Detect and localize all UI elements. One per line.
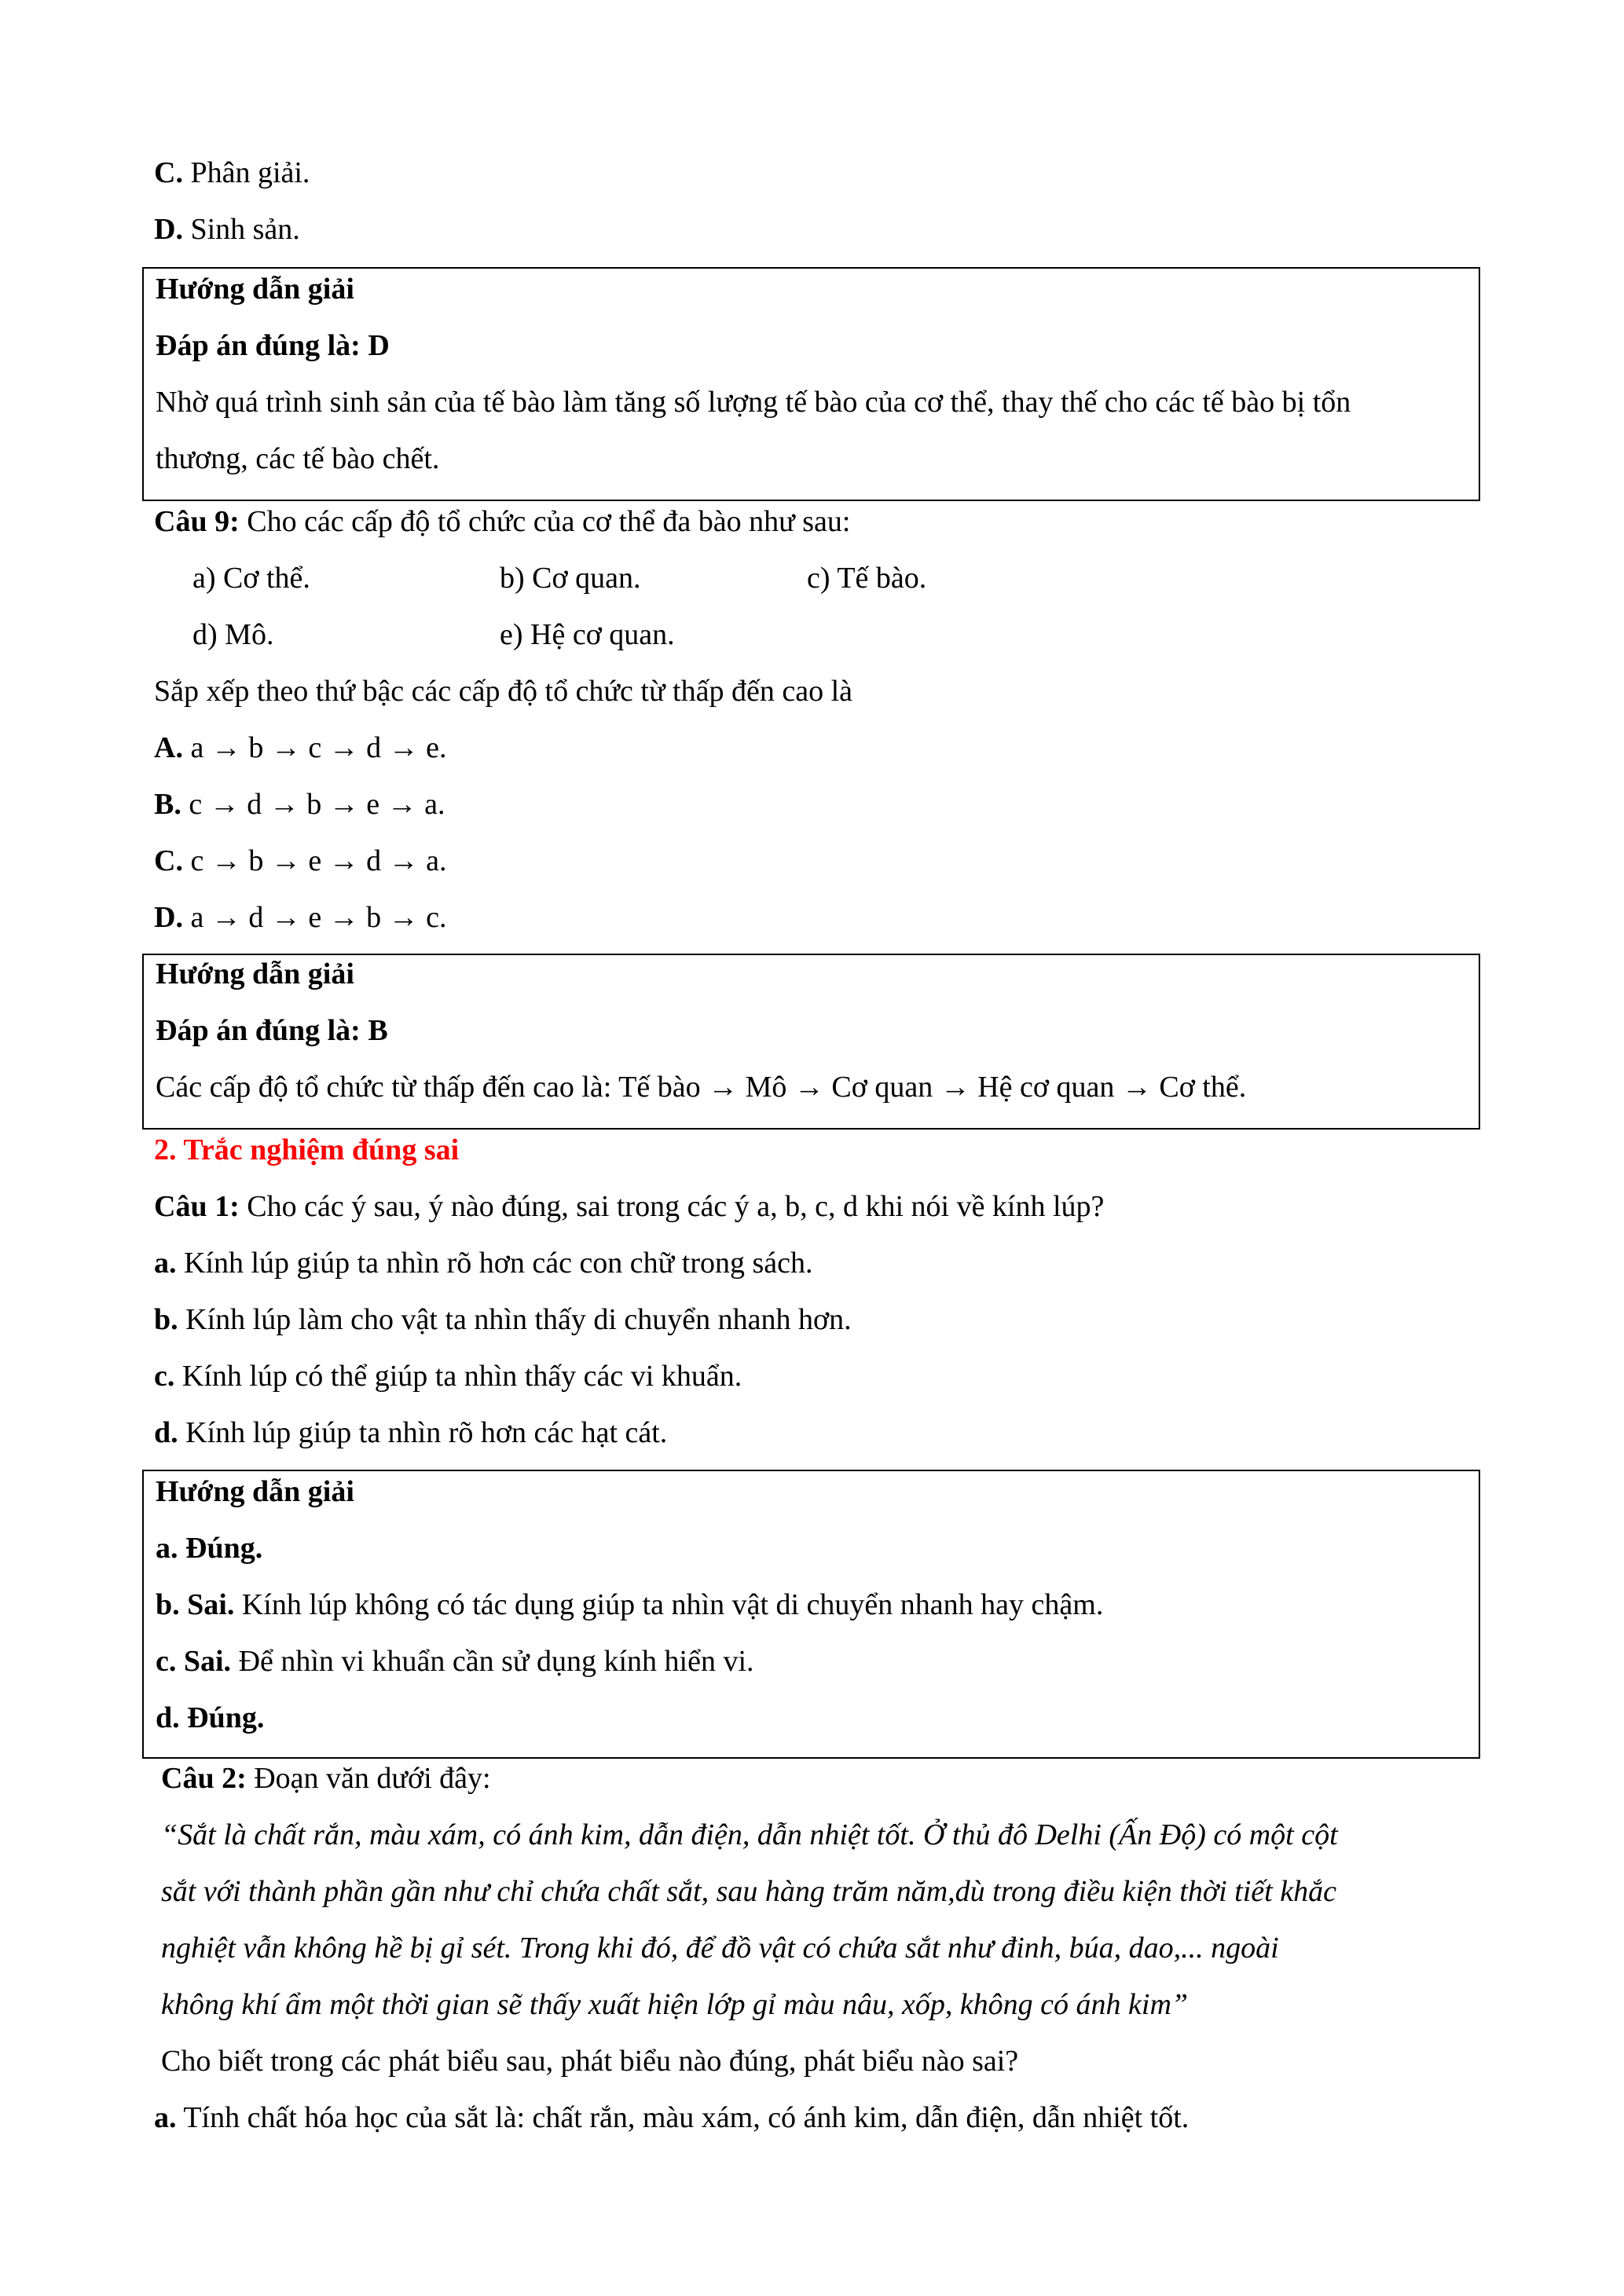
- solution-box-tf1: [142, 1470, 1480, 1759]
- option-text: c → b → e → d → a.: [182, 844, 447, 877]
- solution-answer: Đáp án đúng là: D: [156, 329, 390, 362]
- solution-box-q9: [142, 954, 1480, 1130]
- option-text: c → d → b → e → a.: [181, 788, 445, 821]
- tf-question-2-prompt: Cho biết trong các phát biểu sau, phát biểu nào đúng, phát biểu nào sai?: [161, 2045, 1019, 2078]
- solution-box-q8: [142, 267, 1480, 501]
- statement-text: Kính lúp giúp ta nhìn rõ hơn các con chữ trong sách.: [176, 1247, 813, 1280]
- option-c: [154, 844, 447, 878]
- level-item: a) Cơ thể.: [192, 562, 310, 595]
- statement-b: [154, 1302, 852, 1337]
- level-item: d) Mô.: [192, 618, 274, 651]
- solution-explanation: Nhờ quá trình sinh sản của tế bào làm tăng số lượng tế bào của cơ thể, thay thế cho các tế bào bị tổn: [156, 386, 1351, 419]
- passage-line: không khí ẩm một thời gian sẽ thấy xuất hiện lớp gỉ màu nâu, xốp, không có ánh kim”: [161, 1988, 1189, 2021]
- solution-title: Hướng dẫn giải: [156, 958, 354, 991]
- statement-letter: a.: [154, 1247, 177, 1280]
- verdict: c. Sai.: [156, 1645, 232, 1678]
- statement-text: Kính lúp làm cho vật ta nhìn thấy di chuyển nhanh hơn.: [178, 1303, 852, 1336]
- solution-verdict-b: [156, 1587, 1103, 1622]
- option-text: Sinh sản.: [182, 213, 300, 246]
- option-c: [154, 156, 310, 190]
- statement-text: Kính lúp có thể giúp ta nhìn thấy các vi khuẩn.: [174, 1360, 742, 1393]
- verdict-note: Kính lúp không có tác dụng giúp ta nhìn vật di chuyển nhanh hay chậm.: [234, 1588, 1104, 1621]
- statement-letter: c.: [154, 1360, 175, 1393]
- solution-title: Hướng dẫn giải: [156, 273, 354, 306]
- statement-a: [154, 1246, 813, 1280]
- question-9-stem: [154, 504, 850, 539]
- passage-line: sắt với thành phần gần như chỉ chứa chất sắt, sau hàng trăm năm,dù trong điều kiện thời tiết khắc: [161, 1875, 1336, 1908]
- option-a: [154, 731, 447, 765]
- question-text: Cho các ý sau, ý nào đúng, sai trong các ý a, b, c, d khi nói về kính lúp?: [239, 1190, 1105, 1223]
- solution-explanation: thương, các tế bào chết.: [156, 442, 440, 475]
- statement-letter: d.: [154, 1416, 178, 1449]
- question-label: Câu 2:: [161, 1762, 247, 1795]
- option-letter: D.: [154, 213, 183, 246]
- verdict: d. Đúng.: [156, 1701, 265, 1734]
- statement-a: [154, 2100, 1189, 2135]
- passage-line: “Sắt là chất rắn, màu xám, có ánh kim, dẫn điện, dẫn nhiệt tốt. Ở thủ đô Delhi (Ấn Độ) có một cột: [161, 1818, 1338, 1851]
- level-item: b) Cơ quan.: [500, 562, 641, 595]
- solution-verdict-d: [156, 1701, 264, 1735]
- solution-explanation: Các cấp độ tổ chức từ thấp đến cao là: Tế bào → Mô → Cơ quan → Hệ cơ quan → Cơ thể.: [156, 1071, 1247, 1104]
- option-letter: C.: [154, 844, 183, 877]
- solution-answer: Đáp án đúng là: B: [156, 1014, 388, 1047]
- question-9-prompt: Sắp xếp theo thứ bậc các cấp độ tổ chức từ thấp đến cao là: [154, 675, 852, 708]
- question-text: Đoạn văn dưới đây:: [246, 1762, 491, 1795]
- solution-verdict-c: [156, 1644, 754, 1679]
- tf-question-2-stem: [161, 1761, 491, 1796]
- option-letter: C.: [154, 156, 183, 189]
- option-d: [154, 900, 447, 935]
- option-text: a → d → e → b → c.: [182, 901, 447, 934]
- option-text: Phân giải.: [182, 156, 310, 189]
- question-label: Câu 9:: [154, 505, 240, 538]
- verdict: a. Đúng.: [156, 1532, 263, 1565]
- statement-text: Kính lúp giúp ta nhìn rõ hơn các hạt cát.: [178, 1416, 668, 1449]
- statement-letter: b.: [154, 1303, 178, 1336]
- option-letter: B.: [154, 788, 181, 821]
- solution-verdict-a: [156, 1531, 262, 1565]
- option-text: a → b → c → d → e.: [182, 731, 447, 764]
- option-d: [154, 212, 300, 247]
- level-item: e) Hệ cơ quan.: [500, 618, 675, 651]
- verdict-note: Để nhìn vi khuẩn cần sử dụng kính hiển vi.: [231, 1645, 754, 1678]
- section-heading: 2. Trắc nghiệm đúng sai: [154, 1133, 460, 1166]
- passage-line: nghiệt vẫn không hề bị gỉ sét. Trong khi đó, để đồ vật có chứa sắt như đinh, búa, dao,... ngoài: [161, 1932, 1279, 1965]
- solution-title: Hướng dẫn giải: [156, 1475, 354, 1508]
- statement-d: [154, 1415, 667, 1450]
- option-b: [154, 787, 445, 822]
- statement-text: Tính chất hóa học của sắt là: chất rắn, màu xám, có ánh kim, dẫn điện, dẫn nhiệt tốt.: [176, 2101, 1190, 2134]
- question-label: Câu 1:: [154, 1190, 240, 1223]
- option-letter: A.: [154, 731, 183, 764]
- tf-question-1-stem: [154, 1189, 1104, 1224]
- verdict: b. Sai.: [156, 1588, 235, 1621]
- level-item: c) Tế bào.: [807, 562, 927, 595]
- statement-letter: a.: [154, 2101, 177, 2134]
- question-text: Cho các cấp độ tổ chức của cơ thể đa bào như sau:: [239, 505, 851, 538]
- statement-c: [154, 1359, 742, 1393]
- option-letter: D.: [154, 901, 183, 934]
